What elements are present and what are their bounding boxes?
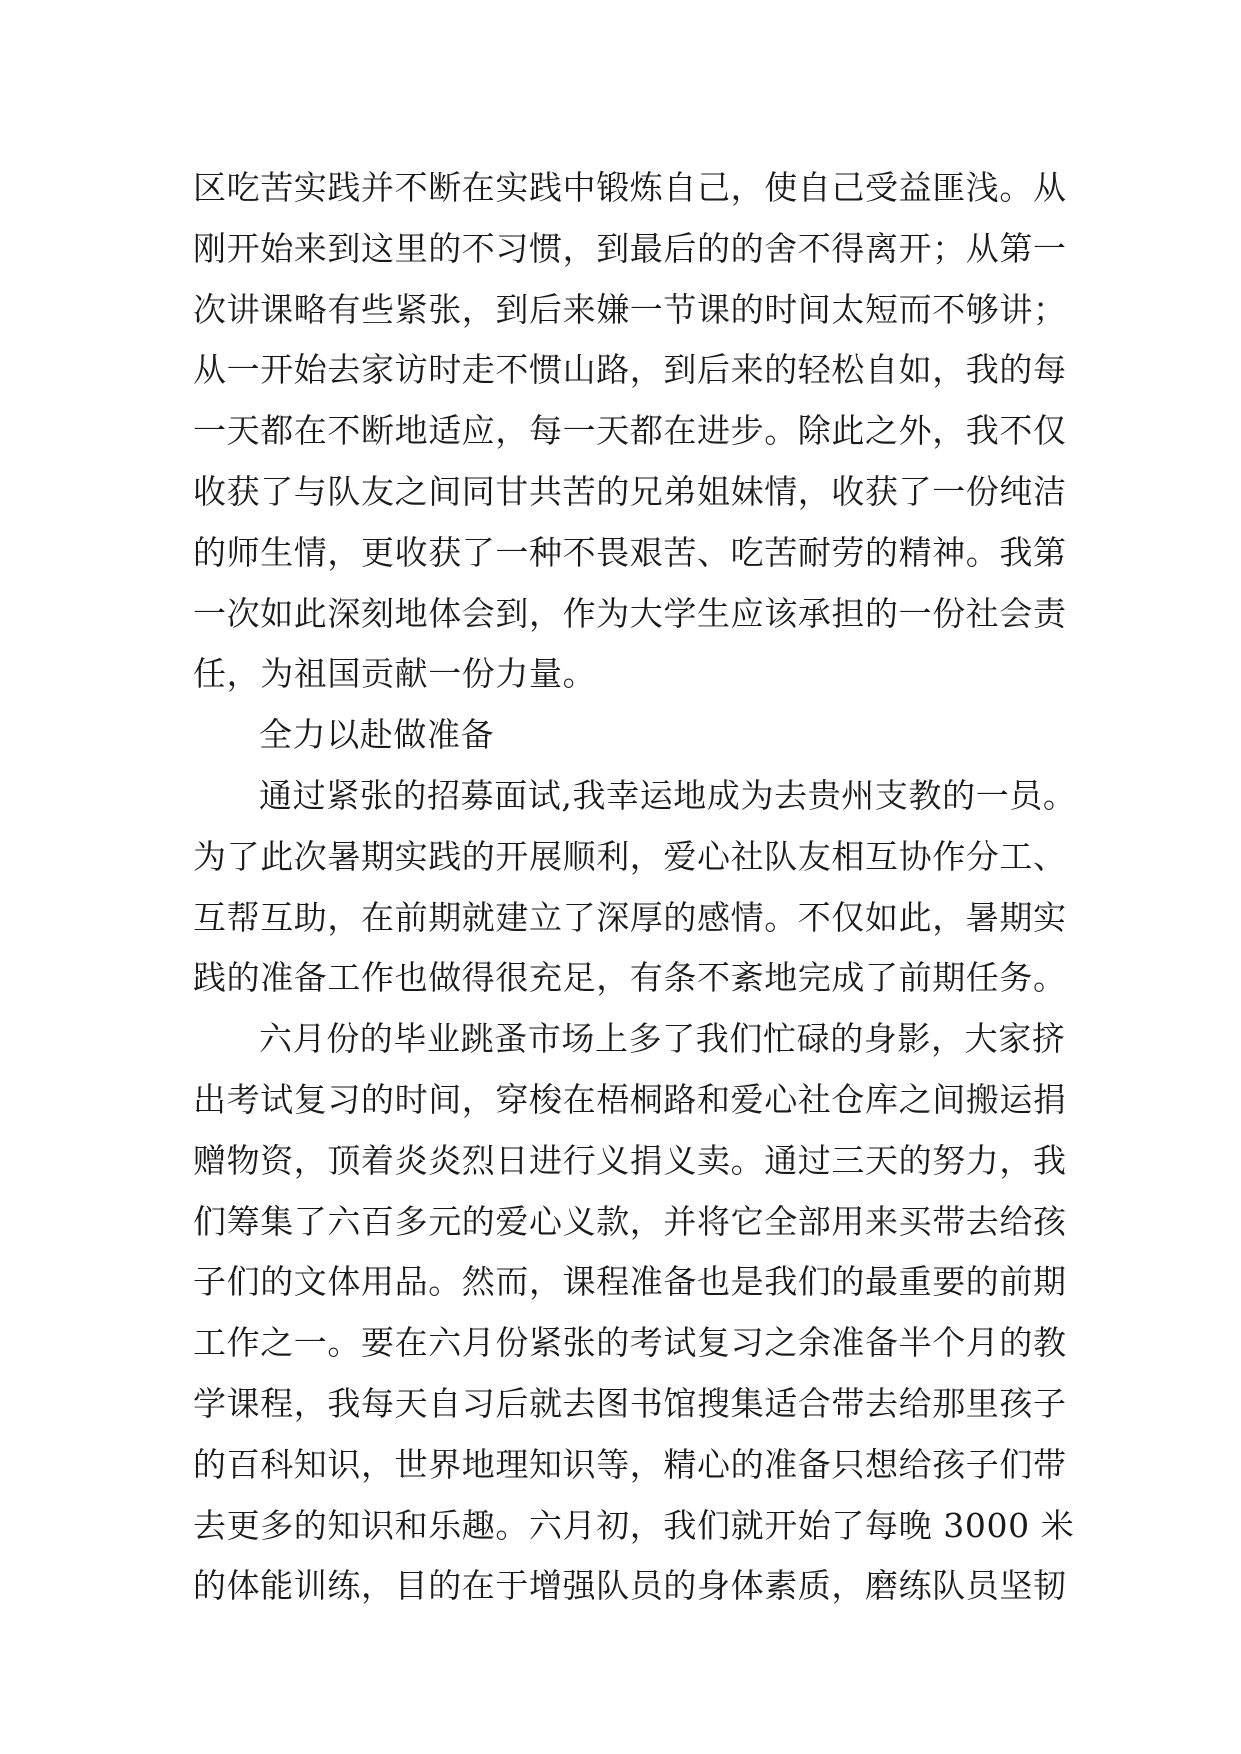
text-line: 学课程，我每天自习后就去图书馆搜集适合带去给那里孩子 [193, 1383, 1067, 1423]
text-line: 子们的文体用品。然而，课程准备也是我们的最重要的前期 [193, 1262, 1067, 1302]
text-line: 践的准备工作也做得很充足，有条不紊地完成了前期任务。 [193, 958, 1067, 998]
text-line: 去更多的知识和乐趣。六月初，我们就开始了每晚 3000 米 [193, 1505, 1075, 1545]
text-line: 从一开始去家访时走不惯山路，到后来的轻松自如，我的每 [193, 350, 1067, 390]
section-heading: 全力以赴做准备 [259, 715, 495, 755]
text-line: 区吃苦实践并不断在实践中锻炼自己，使自己受益匪浅。从 [193, 168, 1067, 207]
text-line: 工作之一。要在六月份紧张的考试复习之余准备半个月的教 [193, 1323, 1067, 1363]
text-line: 刚开始来到这里的不习惯，到最后的的舍不得离开；从第一 [193, 228, 1067, 268]
text-line: 的体能训练，目的在于增强队员的身体素质，磨练队员坚韧 [193, 1566, 1067, 1606]
text-line: 们筹集了六百多元的爱心义款，并将它全部用来买带去给孩 [193, 1201, 1067, 1241]
text-line: 的师生情，更收获了一种不畏艰苦、吃苦耐劳的精神。我第 [193, 532, 1067, 572]
text-line: 通过紧张的招募面试,我幸运地成为去贵州支教的一员。 [259, 775, 1077, 815]
text-line: 为了此次暑期实践的开展顺利，爱心社队友相互协作分工、 [193, 836, 1067, 876]
text-line: 出考试复习的时间，穿梭在梧桐路和爱心社仓库之间搬运捐 [193, 1079, 1067, 1119]
text-line: 次讲课略有些紧张，到后来嫌一节课的时间太短而不够讲； [193, 289, 1067, 329]
text-line: 赠物资，顶着炎炎烈日进行义捐义卖。通过三天的努力，我 [193, 1140, 1067, 1180]
text-line: 一天都在不断地适应，每一天都在进步。除此之外，我不仅 [193, 411, 1067, 451]
text-line: 互帮互助，在前期就建立了深厚的感情。不仅如此，暑期实 [193, 897, 1067, 937]
text-line: 六月份的毕业跳蚤市场上多了我们忙碌的身影，大家挤 [259, 1019, 1066, 1059]
text-line: 收获了与队友之间同甘共苦的兄弟姐妹情，收获了一份纯洁 [193, 471, 1067, 511]
text-line: 一次如此深刻地体会到，作为大学生应该承担的一份社会责 [193, 593, 1067, 633]
text-line: 的百科知识，世界地理知识等，精心的准备只想给孩子们带 [193, 1444, 1067, 1484]
text-line: 任，为祖国贡献一份力量。 [193, 654, 597, 694]
body-text [193, 158, 1077, 1617]
